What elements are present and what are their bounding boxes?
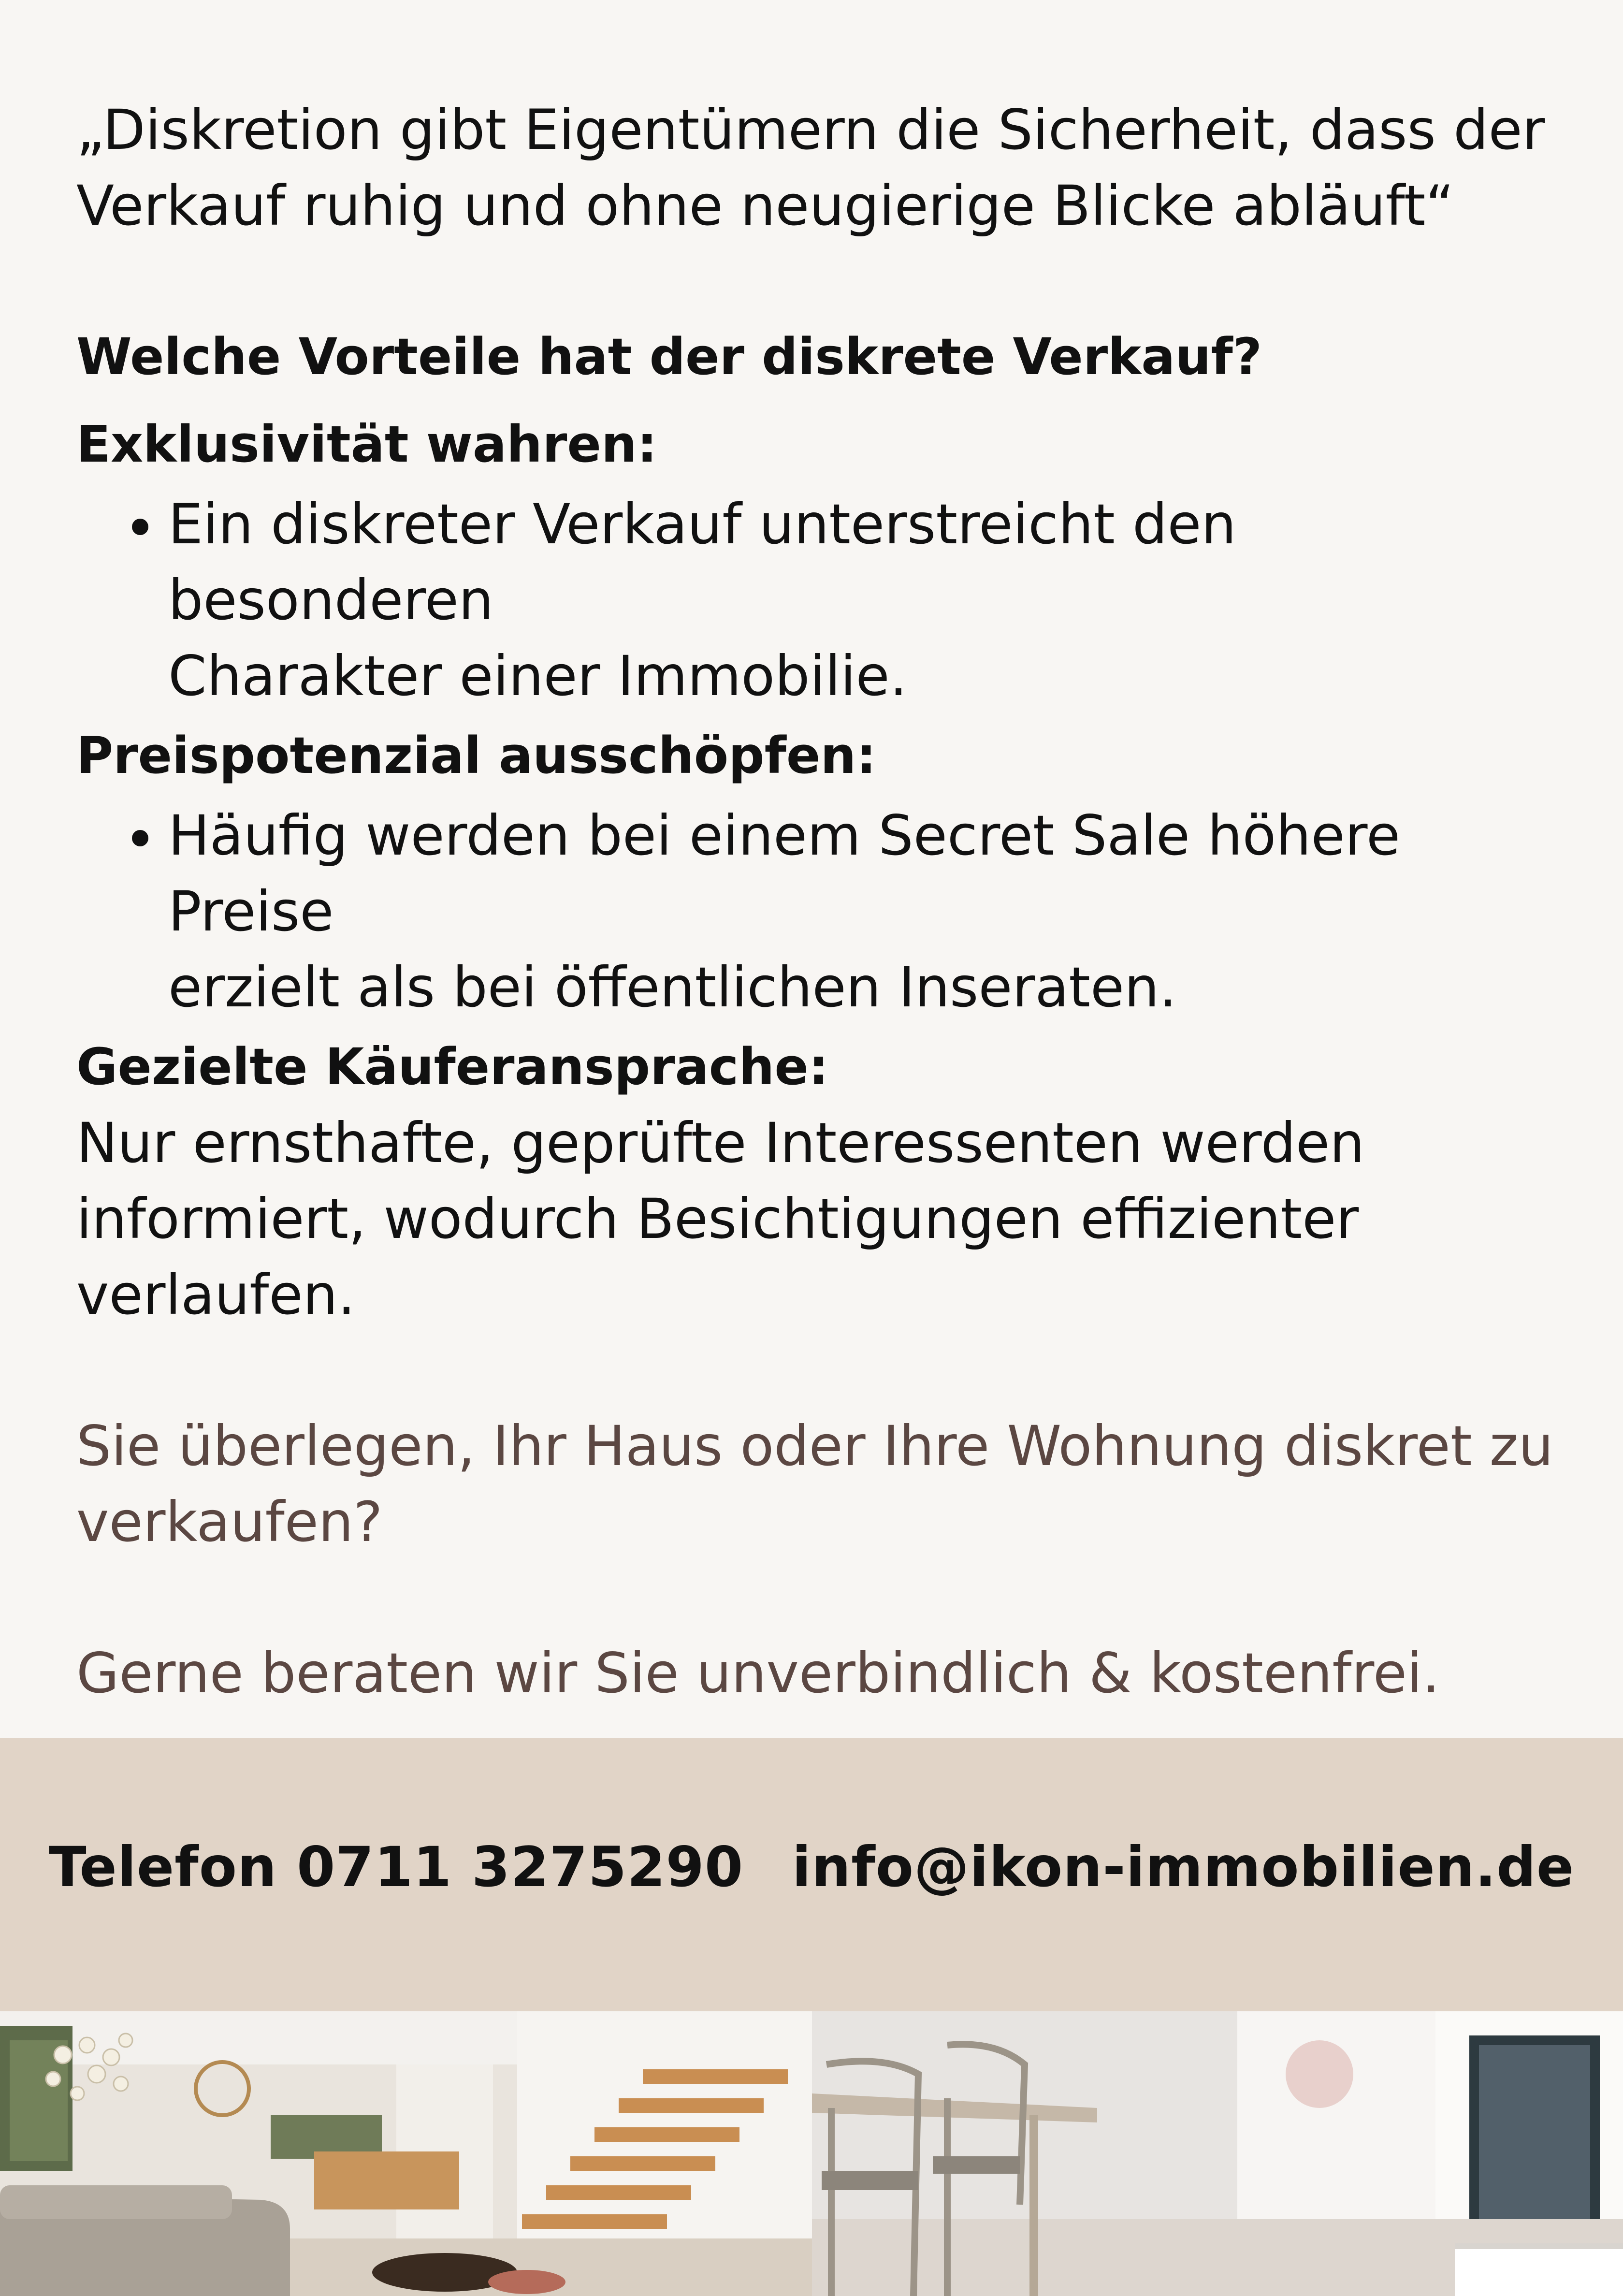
intro-quote <box>76 92 1555 244</box>
buyers-text: Nur ernsthafte, geprüfte Interessenten werden informiert, wodurch Besichtigungen effizienter verlaufen. <box>76 1111 1365 1327</box>
main-content <box>76 92 1555 1711</box>
price-list <box>76 798 1555 1025</box>
interior-photo-strip <box>0 2011 1623 2296</box>
quote-line-1: „Diskretion gibt Eigentümern die Sicherheit, dass der <box>76 98 1545 162</box>
benefits-question: Welche Vorteile hat der diskrete Verkauf? <box>76 327 1262 386</box>
section-heading-price: Preispotenzial ausschöpfen: <box>76 726 877 785</box>
dining-room-photo <box>812 2011 1623 2296</box>
exclusivity-list <box>76 486 1555 714</box>
email-link[interactable]: info@ikon-immobilien.de <box>792 1835 1575 1899</box>
list-item: • Häufig werden bei einem Secret Sale höhere Preise erzielt als bei öffentlichen Inseraten. <box>168 798 1555 1025</box>
list-item: • Ein diskreter Verkauf unterstreicht den besonderen Charakter einer Immobilie. <box>168 486 1555 714</box>
cta-offer: Gerne beraten wir Sie unverbindlich & kostenfrei. <box>76 1641 1440 1705</box>
section-heading-exclusivity: Exklusivität wahren: <box>76 415 657 474</box>
section-heading-buyers: Gezielte Käuferansprache: <box>76 1037 829 1096</box>
quote-line-2: Verkauf ruhig und ohne neugierige Blicke abläuft“ <box>76 174 1454 238</box>
cta-question: Sie überlegen, Ihr Haus oder Ihre Wohnung diskret zu verkaufen? <box>76 1414 1553 1554</box>
living-room-photo <box>0 2011 812 2296</box>
phone-number[interactable]: Telefon 0711 3275290 <box>48 1835 744 1899</box>
contact-line <box>0 1831 1623 1904</box>
